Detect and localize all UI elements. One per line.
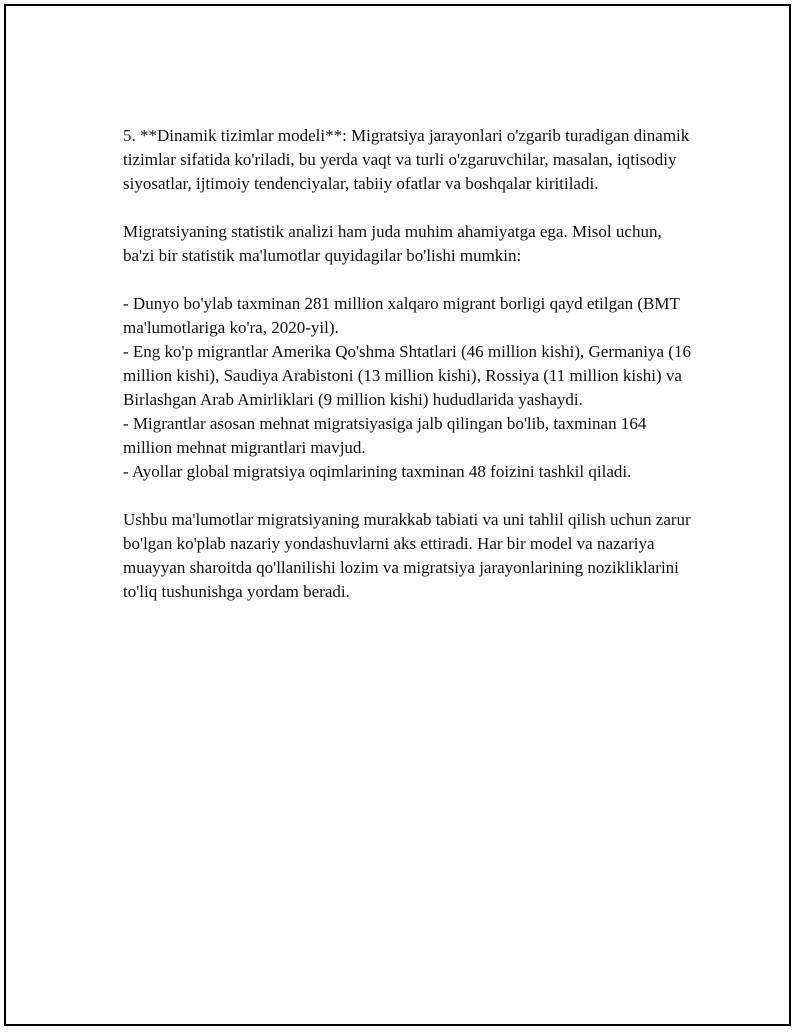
- page-frame: [4, 4, 791, 1026]
- paragraph-conclusion: Ushbu ma'lumotlar migratsiyaning murakkab tabiati va uni tahlil qilish uchun zarur bo'lgan ko'plab nazariy yondashuvlarni aks ettiradi. Har bir model va nazariya muayyan sharoitda qo'llanilishi lozim va migratsiya jarayonlarining nozikliklarini to'liq tushunishga yordam beradi.: [123, 510, 691, 601]
- document-body: [123, 124, 693, 604]
- paragraph-statistics-intro: Migratsiyaning statistik analizi ham juda muhim ahamiyatga ega. Misol uchun, ba'zi bir statistik ma'lumotlar quyidagilar bo'lishi mumkin:: [123, 222, 662, 265]
- paragraph-dynamic-systems-model: 5. **Dinamik tizimlar modeli**: Migratsiya jarayonlari o'zgarib turadigan dinamik tizimlar sifatida ko'riladi, bu yerda vaqt va turli o'zgaruvchilar, masalan, iqtisodiy siyosatlar, ijtimoiy tendenciyalar, tabiiy ofatlar va boshqalar kiritiladi.: [123, 126, 690, 193]
- paragraph-spacer: [123, 196, 693, 220]
- paragraph-spacer: [123, 484, 693, 508]
- paragraph-spacer: [123, 268, 693, 292]
- stat-item-women-share: - Ayollar global migratsiya oqimlarining taxminan 48 foizini tashkil qiladi.: [123, 462, 632, 481]
- stat-item-top-countries: - Eng ko'p migrantlar Amerika Qo'shma Shtatlari (46 million kishi), Germaniya (16 million kishi), Saudiya Arabistoni (13 million kishi), Rossiya (11 million kishi) va Birlashgan Arab Amirliklari (9 million kishi) hududlarida yashaydi.: [123, 342, 691, 409]
- stat-item-total-migrants: - Dunyo bo'ylab taxminan 281 million xalqaro migrant borligi qayd etilgan (BMT ma'lumotlariga ko'ra, 2020-yil).: [123, 294, 680, 337]
- stat-item-labor-migrants: - Migrantlar asosan mehnat migratsiyasiga jalb qilingan bo'lib, taxminan 164 million mehnat migrantlari mavjud.: [123, 414, 647, 457]
